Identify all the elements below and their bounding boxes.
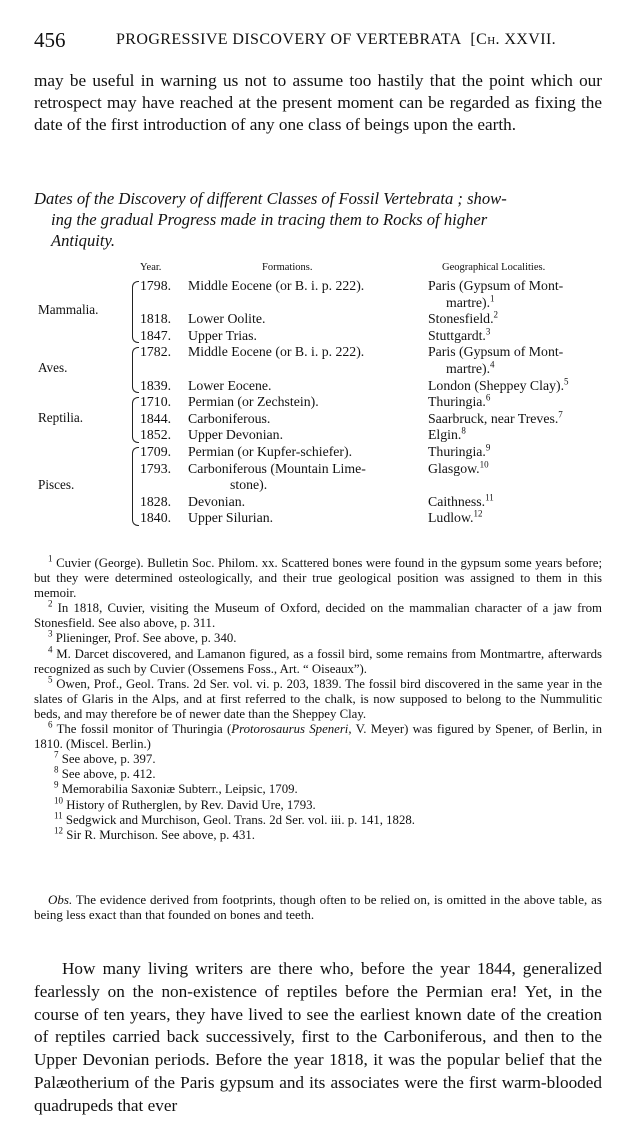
footnote — [34, 782, 602, 797]
footnote-ref: 1 — [490, 293, 495, 303]
table-row — [140, 427, 610, 443]
formation-cell: Lower Oolite. — [188, 311, 266, 327]
group-brace — [132, 347, 139, 393]
locality-cell — [428, 311, 618, 327]
locality-cell — [428, 494, 618, 510]
year-cell: 1840. — [140, 510, 172, 526]
table-row — [140, 361, 610, 377]
locality-text: Paris (Gypsum of Mont- — [428, 278, 564, 293]
locality-cell — [446, 361, 634, 377]
formation-cell: Lower Eocene. — [188, 377, 272, 393]
chapter-label: [Ch. XXVII. — [470, 31, 557, 48]
formation-cell: Carboniferous (Mountain Lime- — [188, 460, 366, 476]
locality-cell — [428, 394, 618, 410]
footnote-ref: 8 — [461, 425, 466, 436]
running-title — [116, 31, 556, 49]
caption-line-2: ing the gradual Progress made in tracing them to Rocks of higher — [51, 210, 488, 229]
intro-text: may be useful in warning us not to assume too hastily that the point which our retrospect may have reached at the present moment can be regarded as fixing the date of the first introduction of any one class of beings upon the earth. — [34, 71, 602, 135]
vertebrata-table — [34, 262, 604, 552]
locality-cell — [428, 411, 618, 427]
footnote — [34, 674, 602, 722]
year-cell: 1782. — [140, 344, 172, 360]
year-cell: 1839. — [140, 377, 172, 393]
footnote-number: 1 — [48, 553, 53, 564]
footnote-number: 11 — [54, 810, 63, 821]
footnote-text: Sir R. Murchison. See above, p. 431. — [66, 827, 255, 842]
footnote — [34, 825, 602, 843]
locality-cell — [428, 510, 618, 526]
formation-cell: Permian (or Kupfer-schiefer). — [188, 444, 353, 459]
footnote-text: Plieninger, Prof. See above, p. 340. — [55, 631, 237, 646]
footnote — [34, 631, 602, 646]
table-row — [140, 461, 610, 477]
year-cell: 1847. — [140, 327, 172, 343]
table-row — [140, 477, 610, 493]
class-label: Pisces. — [38, 476, 75, 492]
footnote — [34, 601, 602, 631]
footnote-ref: 6 — [485, 392, 491, 403]
footnote-number: 2 — [48, 599, 53, 610]
locality-cell — [446, 295, 634, 311]
footnote-number: 9 — [54, 780, 59, 791]
footnote-text: Memorabilia Saxoniæ Subterr., Leipsic, 1709. — [61, 782, 298, 797]
column-header-localities: Geographical Localities. — [442, 262, 546, 273]
locality-cell — [428, 427, 618, 443]
footnote — [34, 644, 602, 677]
footnote-text-cont: , V. Meyer) was figured by Spener, of Berlin, in 1810. (Miscel. Berlin.) — [34, 722, 603, 752]
footnote-number: 5 — [48, 674, 53, 685]
year-cell: 1710. — [140, 394, 172, 410]
table-row — [140, 295, 610, 311]
footnote-ref: 4 — [490, 359, 495, 370]
group-brace — [132, 447, 139, 526]
locality-cell — [428, 278, 618, 294]
table-row — [140, 494, 610, 510]
footnote-ref: 7 — [558, 409, 563, 420]
footnote — [34, 719, 603, 752]
class-label: Aves. — [38, 360, 68, 376]
formation-cell: Middle Eocene (or B. i. p. 222). — [188, 344, 365, 360]
table-row — [140, 328, 610, 344]
footnote — [34, 810, 602, 828]
formation-cell: stone). — [230, 477, 268, 493]
footnote — [34, 795, 602, 813]
locality-cell — [428, 344, 618, 360]
locality-cell — [428, 444, 618, 460]
year-cell: 1798. — [140, 278, 172, 293]
footnote-text: The fossil monitor of Thuringia ( — [56, 722, 232, 737]
footnote-text: Owen, Prof., Geol. Trans. 2d Ser. vol. vi. p. 203, 1839. The fossil bird discovered in the same year in the slates of Glaris in the Alps, and at first referred to the chalk, is now supposed to belong to the Nummulitic beds, and may therefore be of newer date than the Sheppey Clay. — [34, 676, 602, 721]
footnote-text: M. Darcet discovered, and Lamanon figured, as a fossil bird, some remains from Montmartre, afterwards recognized as such by Cuvier (Ossemens Foss., Art. “ Oiseaux”). — [34, 646, 602, 676]
formation-cell: Carboniferous. — [188, 410, 271, 426]
table-caption — [34, 188, 602, 251]
group-brace — [132, 281, 139, 343]
year-cell: 1793. — [140, 460, 172, 476]
table-row — [140, 510, 610, 526]
footnote-number: 6 — [48, 719, 53, 730]
locality-cell — [428, 328, 618, 344]
footnote-text: Sedgwick and Murchison, Geol. Trans. 2d Ser. vol. iii. p. 141, 1828. — [65, 812, 415, 827]
footnote — [34, 749, 602, 767]
closing-paragraph — [34, 958, 602, 1118]
closing-text: How many living writers are there who, before the year 1844, generalized fearlessly on the non-existence of reptiles before the Permian era! Yet, in the course of ten years, they have lived to see the earliest known date of the creation of reptiles carried back successively, first to the Carboniferous, and then to the Upper Devonian periods. Before the year 1818, it was the popular belief that the Palæotherium of the Paris gypsum and its associates were the first warm-blooded quadrupeds that ever — [34, 959, 602, 1115]
class-label: Mammalia. — [38, 302, 99, 318]
running-header — [34, 28, 624, 54]
locality-text: martre). — [446, 294, 491, 310]
year-cell: 1852. — [140, 427, 172, 443]
footnote-text: In 1818, Cuvier, visiting the Museum of Oxford, decided on the mammalian character of a jaw from Stonesfield. See also above, p. 311. — [34, 601, 603, 631]
footnote-text: See above, p. 412. — [61, 767, 156, 782]
footnote-number: 12 — [54, 825, 63, 836]
locality-text: Thuringia. — [428, 444, 486, 459]
locality-text: Thuringia. — [428, 394, 486, 410]
formation-cell: Middle Eocene (or B. i. p. 222). — [188, 278, 365, 293]
formation-cell: Upper Devonian. — [188, 427, 284, 443]
locality-text: Glasgow. — [428, 460, 480, 476]
locality-cell — [428, 461, 618, 477]
footnote-text: See above, p. 397. — [61, 752, 156, 767]
footnote-text: History of Rutherglen, by Rev. David Ure, 1793. — [66, 797, 316, 812]
formation-cell: Devonian. — [188, 493, 246, 509]
footnote-number: 8 — [54, 765, 59, 776]
locality-text: Stuttgardt. — [428, 327, 486, 343]
group-brace — [132, 397, 139, 443]
footnotes — [34, 553, 603, 843]
footnote-ref: 10 — [479, 459, 489, 469]
footnote-ref: 11 — [485, 492, 494, 503]
formation-cell: Upper Silurian. — [188, 510, 274, 526]
table-row — [140, 394, 610, 410]
locality-text: Paris (Gypsum of Mont- — [428, 344, 564, 360]
locality-text: martre). — [446, 361, 491, 376]
table-row — [140, 311, 610, 327]
locality-text: Stonesfield. — [428, 311, 494, 327]
footnote-ref: 3 — [485, 326, 491, 337]
locality-text: Caithness. — [428, 493, 486, 509]
footnote — [34, 553, 603, 601]
footnote-ref: 5 — [564, 376, 569, 386]
formation-cell: Upper Trias. — [188, 327, 257, 343]
obs-text: The evidence derived from footprints, though often to be relied on, is omitted in the above table, as being less exact than that founded on bones and teeth. — [34, 892, 602, 922]
locality-text: Saarbruck, near Treves. — [428, 410, 559, 426]
running-title-text: PROGRESSIVE DISCOVERY OF VERTEBRATA — [116, 31, 462, 48]
caption-line-1: Dates of the Discovery of different Classes of Fossil Vertebrata ; show- — [34, 189, 507, 208]
year-cell: 1828. — [140, 493, 172, 509]
footnote-ref: 2 — [493, 309, 499, 320]
caption-line-3: Antiquity. — [51, 231, 116, 250]
table-row — [140, 344, 610, 360]
table-row — [140, 378, 610, 394]
footnote-number: 4 — [48, 644, 53, 655]
locality-text: Ludlow. — [428, 510, 474, 526]
year-cell: 1818. — [140, 311, 172, 327]
obs-label: Obs. — [48, 892, 73, 907]
footnote-number: 7 — [54, 749, 59, 760]
page-number: 456 — [34, 28, 66, 52]
footnote-ref: 12 — [473, 508, 483, 519]
species-name: Protorosaurus Speneri — [231, 722, 349, 737]
formation-cell: Permian (or Zechstein). — [188, 394, 319, 410]
year-cell: 1844. — [140, 410, 172, 426]
table-row — [140, 278, 610, 294]
year-cell: 1709. — [140, 444, 172, 459]
footnote-text: Cuvier (George). Bulletin Soc. Philom. xx. Scattered bones were found in the gypsum some years before; but they were determined osteologically, and their true geological position was assigned to them in this memoir. — [34, 556, 603, 601]
footnote-number: 10 — [54, 795, 63, 806]
obs-note — [34, 892, 602, 922]
intro-paragraph — [34, 70, 602, 137]
footnote-number: 3 — [48, 629, 53, 640]
table-row — [140, 444, 610, 460]
column-header-formations: Formations. — [262, 262, 313, 273]
footnote-ref: 9 — [485, 442, 491, 453]
locality-text: London (Sheppey Clay). — [428, 377, 565, 393]
footnote — [34, 767, 602, 782]
class-label: Reptilia. — [38, 410, 84, 426]
locality-cell — [428, 378, 618, 394]
column-header-year: Year. — [140, 262, 162, 273]
table-row — [140, 411, 610, 427]
locality-text: Elgin. — [428, 427, 462, 443]
